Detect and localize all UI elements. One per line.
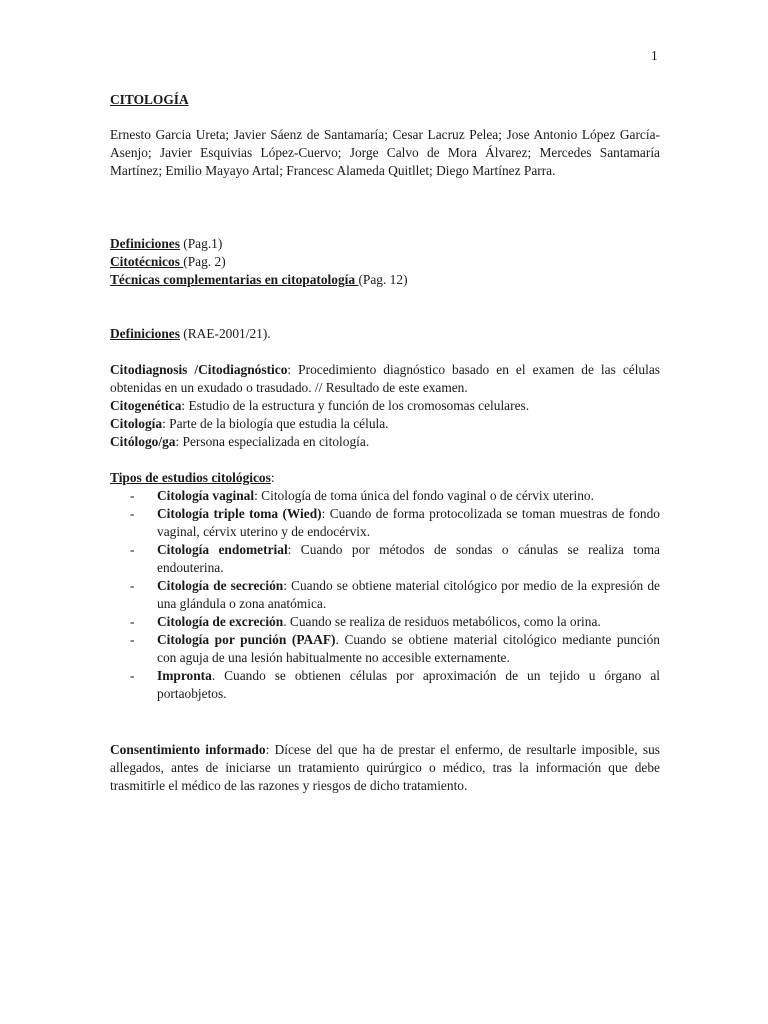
list-item-text: : Cuando por métodos de sondas o cánulas se realiza toma endouterina. (157, 542, 661, 575)
toc-entry-definiciones (110, 235, 660, 253)
definition-term: Citología (110, 416, 163, 431)
definition-term: Citogenética (110, 398, 182, 413)
types-heading (110, 469, 660, 487)
definition-item (110, 397, 660, 415)
toc-entry-page: (Pag. 2) (183, 254, 226, 269)
toc-entry-page: (Pag. 12) (358, 272, 408, 287)
definitions-list (110, 361, 660, 451)
definition-text: : Persona especializada en citología. (175, 434, 370, 449)
definition-text: : Parte de la biología que estudia la célula. (162, 416, 389, 431)
toc-entry-tecnicas (110, 271, 660, 289)
definitions-heading-label: Definiciones (110, 326, 180, 341)
definitions-heading-ref: (RAE-2001/21). (179, 326, 271, 341)
document-title: CITOLOGÍA (110, 92, 189, 107)
toc-entry-citotecnicos (110, 253, 660, 271)
list-item-term: Impronta (157, 668, 212, 683)
definition-text: : Estudio de la estructura y función de los cromosomas celulares. (181, 398, 530, 413)
document-body (110, 91, 660, 808)
list-bullet: - (130, 578, 135, 593)
list-item (110, 541, 660, 577)
list-item-term: Citología vaginal (157, 488, 255, 503)
list-item-text: : Cuando se obtiene material citológico por medio de la expresión de una glándula o zona anatómica. (157, 578, 660, 611)
list-item-term: Citología de excreción (157, 614, 284, 629)
toc-entry-label: Citotécnicos (110, 254, 184, 269)
list-item (110, 613, 660, 631)
definition-item (110, 361, 660, 397)
list-item-text: . Cuando se obtienen células por aproximación de un tejido u órgano al portaobjetos. (157, 668, 660, 701)
list-item (110, 577, 660, 613)
list-item-text: : Citología de toma única del fondo vaginal o de cérvix uterino. (254, 488, 594, 503)
toc-entry-label: Técnicas complementarias en citopatología (110, 272, 359, 287)
toc-entry-page: (Pag.1) (179, 236, 223, 251)
definitions-heading (110, 325, 660, 343)
consent-text: : Dícese del que ha de prestar el enfermo, de resultarle imposible, sus allegados, antes de iniciarse un tratamiento quirúrgico o médico, tras la información que debe trasmitirle el médico de las razones y riesgos de dicho tratamiento. (110, 742, 661, 793)
list-item-term: Citología por punción (PAAF) (157, 632, 336, 647)
list-item (110, 487, 660, 505)
definition-item (110, 415, 660, 433)
definition-text: : Procedimiento diagnóstico basado en el examen de las células obtenidas en un exudado o trasudado. // Resultado de este examen. (110, 362, 661, 395)
list-item-text: : Cuando de forma protocolizada se toman muestras de fondo vaginal, cérvix uterino y de endocérvix. (157, 506, 660, 539)
list-bullet: - (130, 506, 135, 521)
list-bullet: - (130, 542, 135, 557)
types-heading-label: Tipos de estudios citológicos (110, 470, 271, 485)
list-item (110, 631, 660, 667)
list-item-term: Citología triple toma (Wied) (157, 506, 322, 521)
list-bullet: - (130, 488, 135, 503)
consent-paragraph (110, 741, 660, 795)
toc-entry-label: Definiciones (110, 236, 180, 251)
types-heading-colon: : (270, 470, 275, 485)
list-item-term: Citología de secreción (157, 578, 284, 593)
definition-item (110, 433, 660, 451)
list-item (110, 505, 660, 541)
definition-term: Citólogo/ga (110, 434, 176, 449)
author-list: Ernesto Garcia Ureta; Javier Sáenz de Santamaría; Cesar Lacruz Pelea; Jose Antonio López García-Asenjo; Javier Esquivias López-Cuervo; Jorge Calvo de Mora Álvarez; Mercedes Santamaría Martínez; Emilio Mayayo Artal; Francesc Alameda Quitllet; Diego Martínez Parra. (110, 127, 660, 178)
consent-term: Consentimiento informado (110, 742, 266, 757)
list-item (110, 667, 660, 703)
list-bullet: - (130, 614, 135, 629)
list-item-term: Citología endometrial (157, 542, 288, 557)
list-item-text: . Cuando se realiza de residuos metabólicos, como la orina. (283, 614, 601, 629)
list-bullet: - (130, 632, 135, 647)
table-of-contents (110, 235, 660, 289)
study-types-list (110, 487, 660, 703)
list-item-text: . Cuando se obtiene material citológico mediante punción con aguja de una lesión habitualmente no accesible externamente. (157, 632, 661, 665)
definition-term: Citodiagnosis /Citodiagnóstico (110, 362, 288, 377)
page-number: 1 (651, 48, 658, 63)
list-bullet: - (130, 668, 135, 683)
